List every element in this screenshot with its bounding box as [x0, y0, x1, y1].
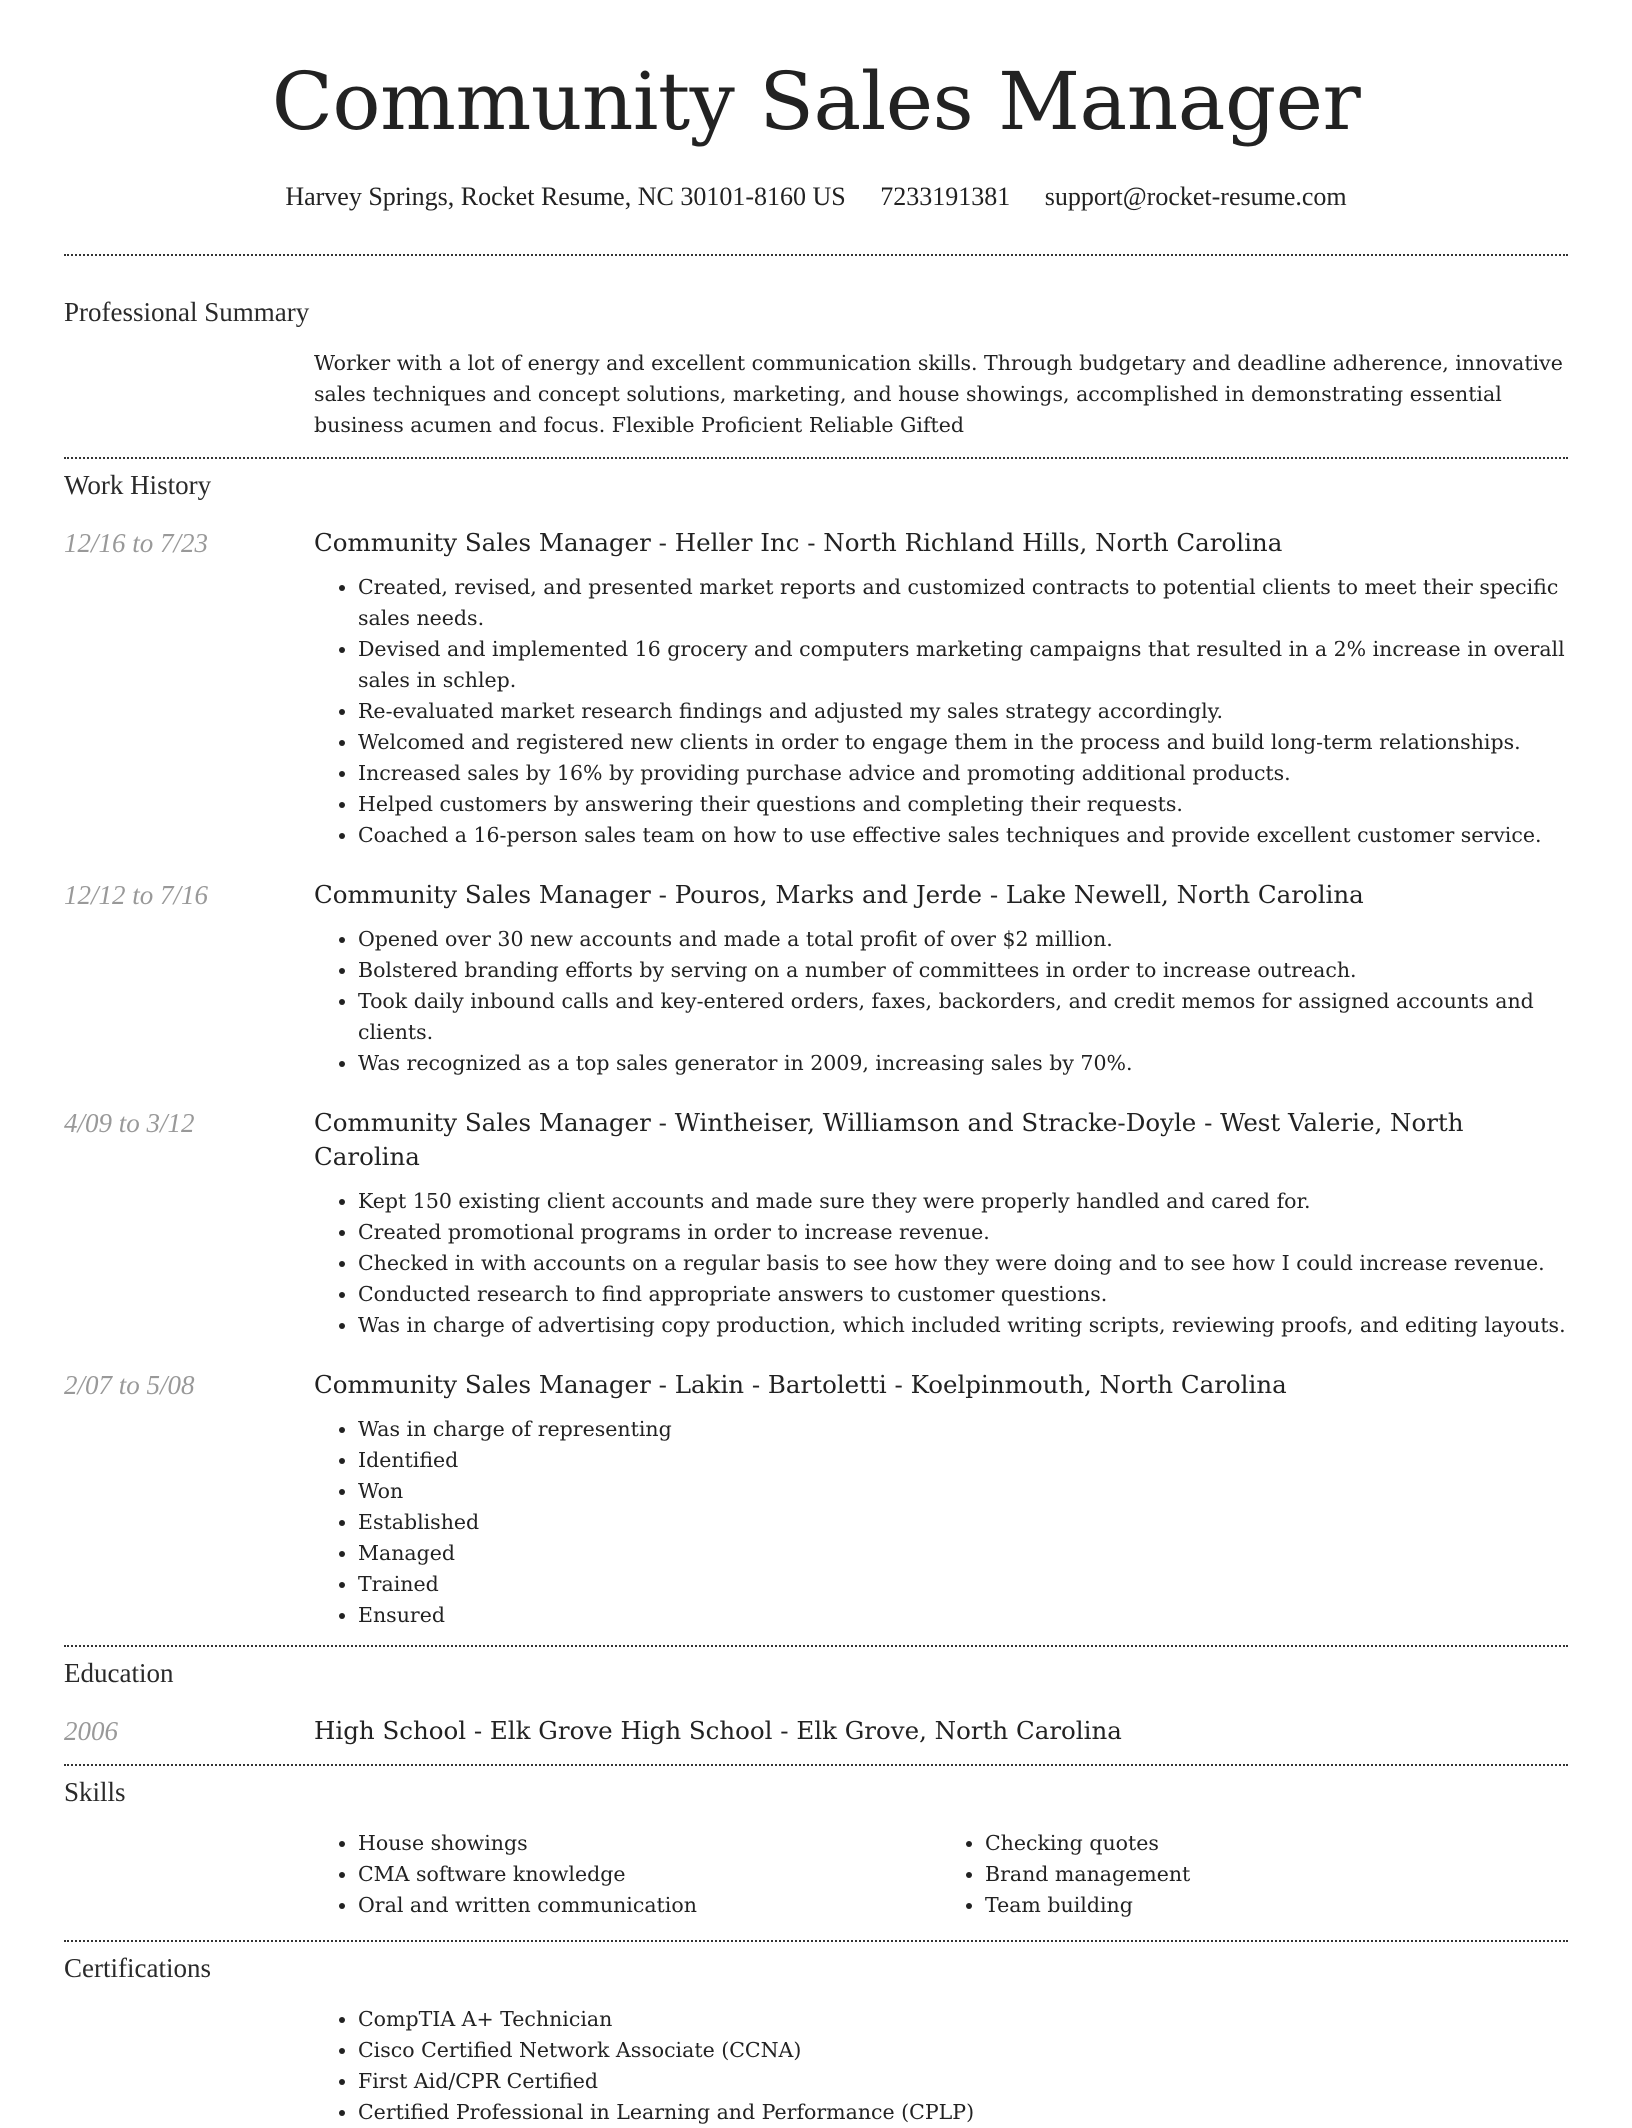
job-heading: Community Sales Manager - Wintheiser, Williamson and Stracke-Doyle - West Valerie, North Carolina — [314, 1108, 1464, 1171]
job-bullet: • Was in charge of advertising copy production, which included writing scripts, reviewing proofs, and editing layouts. — [358, 1310, 1568, 1341]
job-bullet: • Created, revised, and presented market reports and customized contracts to potential clients to meet their specific sales needs. — [358, 572, 1568, 634]
job-bullet: • Took daily inbound calls and key-entered orders, faxes, backorders, and credit memos for assigned accounts and clients. — [358, 986, 1568, 1048]
contact-email: support@rocket-resume.com — [1044, 182, 1347, 211]
education-heading: High School - Elk Grove High School - Elk Grove, North Carolina — [314, 1716, 1122, 1745]
divider — [64, 1645, 1568, 1647]
job-bullet: • Checked in with accounts on a regular basis to see how they were doing and to see how I could increase revenue. — [358, 1248, 1568, 1279]
job-bullet: • Kept 150 existing client accounts and made sure they were properly handled and cared for. — [358, 1186, 1568, 1217]
job-bullet: • Opened over 30 new accounts and made a total profit of over $2 million. — [358, 924, 1568, 955]
skills-grid — [314, 1828, 1568, 1921]
job-bullet: • Helped customers by answering their questions and completing their requests. — [358, 789, 1568, 820]
job-dates: 4/09 to 3/12 — [64, 1108, 195, 1138]
skill-item: • Team building — [985, 1890, 1568, 1921]
job-heading: Community Sales Manager - Pouros, Marks and Jerde - Lake Newell, North Carolina — [314, 880, 1364, 909]
job-bullet: • Bolstered branding efforts by serving on a number of committees in order to increase outreach. — [358, 955, 1568, 986]
skill-item: • Brand management — [985, 1859, 1568, 1890]
skill-item: • CMA software knowledge — [358, 1859, 941, 1890]
candidate-name: Community Sales Manager — [271, 55, 1361, 148]
section-title-certifications: Certifications — [64, 1953, 211, 1983]
job-heading: Community Sales Manager - Heller Inc - North Richland Hills, North Carolina — [314, 528, 1283, 557]
job-bullet: • Won — [358, 1476, 1568, 1507]
skill-item: • Checking quotes — [985, 1828, 1568, 1859]
education-year: 2006 — [64, 1716, 118, 1746]
job-bullet: • Trained — [358, 1569, 1568, 1600]
contact-address: Harvey Springs, Rocket Resume, NC 30101-8160 US — [285, 182, 846, 211]
job-bullet: • Welcomed and registered new clients in order to engage them in the process and build long-term relationships. — [358, 727, 1568, 758]
job-entry — [64, 526, 1568, 851]
job-bullet: • Established — [358, 1507, 1568, 1538]
job-entry — [64, 1368, 1568, 1631]
job-dates: 12/16 to 7/23 — [64, 528, 209, 558]
certifications-section — [64, 1951, 1568, 2128]
work-history-section — [64, 468, 1568, 1631]
section-title-work-history: Work History — [64, 470, 212, 500]
skills-list-left — [314, 1828, 941, 1921]
certification-item: • First Aid/CPR Certified — [358, 2066, 1568, 2097]
certification-item: • CompTIA A+ Technician — [358, 2004, 1568, 2035]
job-bullet-list — [314, 1186, 1568, 1341]
job-details — [314, 1106, 1568, 1341]
skills-list-right — [941, 1828, 1568, 1921]
education-section — [64, 1656, 1568, 1748]
skill-item: • House showings — [358, 1828, 941, 1859]
job-bullet: • Ensured — [358, 1600, 1568, 1631]
job-bullet: • Conducted research to find appropriate answers to customer questions. — [358, 1279, 1568, 1310]
contact-line — [64, 180, 1568, 214]
divider — [64, 1940, 1568, 1942]
job-bullet-list — [314, 572, 1568, 851]
job-dates: 12/12 to 7/16 — [64, 880, 209, 910]
job-entry — [64, 1106, 1568, 1341]
skill-item: • Oral and written communication — [358, 1890, 941, 1921]
job-bullet-list — [314, 924, 1568, 1079]
job-bullet: • Increased sales by 16% by providing purchase advice and promoting additional products. — [358, 758, 1568, 789]
section-title-education: Education — [64, 1658, 174, 1688]
job-entry — [64, 878, 1568, 1079]
job-bullet: • Coached a 16-person sales team on how to use effective sales techniques and provide excellent customer service. — [358, 820, 1568, 851]
job-bullet: • Managed — [358, 1538, 1568, 1569]
skills-row — [64, 1828, 1568, 1921]
summary-section — [64, 295, 1568, 441]
job-bullet: • Identified — [358, 1445, 1568, 1476]
job-details — [314, 1368, 1568, 1631]
job-dates: 2/07 to 5/08 — [64, 1370, 195, 1400]
certification-item: • Cisco Certified Network Associate (CCNA) — [358, 2035, 1568, 2066]
job-details — [314, 526, 1568, 851]
summary-text: Worker with a lot of energy and excellent communication skills. Through budgetary and deadline adherence, innovative sales techniques and concept solutions, marketing, and house showings, accomplished in demonstrating essential business acumen and focus. Flexible Proficient Reliable Gifted — [314, 351, 1563, 437]
certifications-body — [314, 2004, 1568, 2128]
job-bullet: • Re-evaluated market research findings and adjusted my sales strategy accordingly. — [358, 696, 1568, 727]
job-bullet: • Was recognized as a top sales generator in 2009, increasing sales by 70%. — [358, 1048, 1568, 1079]
education-entry — [64, 1714, 1568, 1748]
divider — [64, 457, 1568, 459]
section-title-skills: Skills — [64, 1777, 126, 1807]
job-heading: Community Sales Manager - Lakin - Bartoletti - Koelpinmouth, North Carolina — [314, 1370, 1287, 1399]
skills-section — [64, 1775, 1568, 1921]
job-bullet: • Was in charge of representing — [358, 1414, 1568, 1445]
job-details — [314, 878, 1568, 1079]
divider — [64, 1764, 1568, 1766]
job-bullet-list — [314, 1414, 1568, 1631]
contact-phone: 7233191381 — [880, 182, 1011, 211]
certifications-row — [64, 2004, 1568, 2128]
section-title-summary: Professional Summary — [64, 297, 310, 327]
job-bullet: • Devised and implemented 16 grocery and computers marketing campaigns that resulted in a 2% increase in overall sales in schlep. — [358, 634, 1568, 696]
certifications-list — [314, 2004, 1568, 2128]
divider — [64, 254, 1568, 256]
job-bullet: • Created promotional programs in order to increase revenue. — [358, 1217, 1568, 1248]
summary-row — [64, 348, 1568, 441]
certification-item: • Certified Professional in Learning and Performance (CPLP) — [358, 2097, 1568, 2128]
